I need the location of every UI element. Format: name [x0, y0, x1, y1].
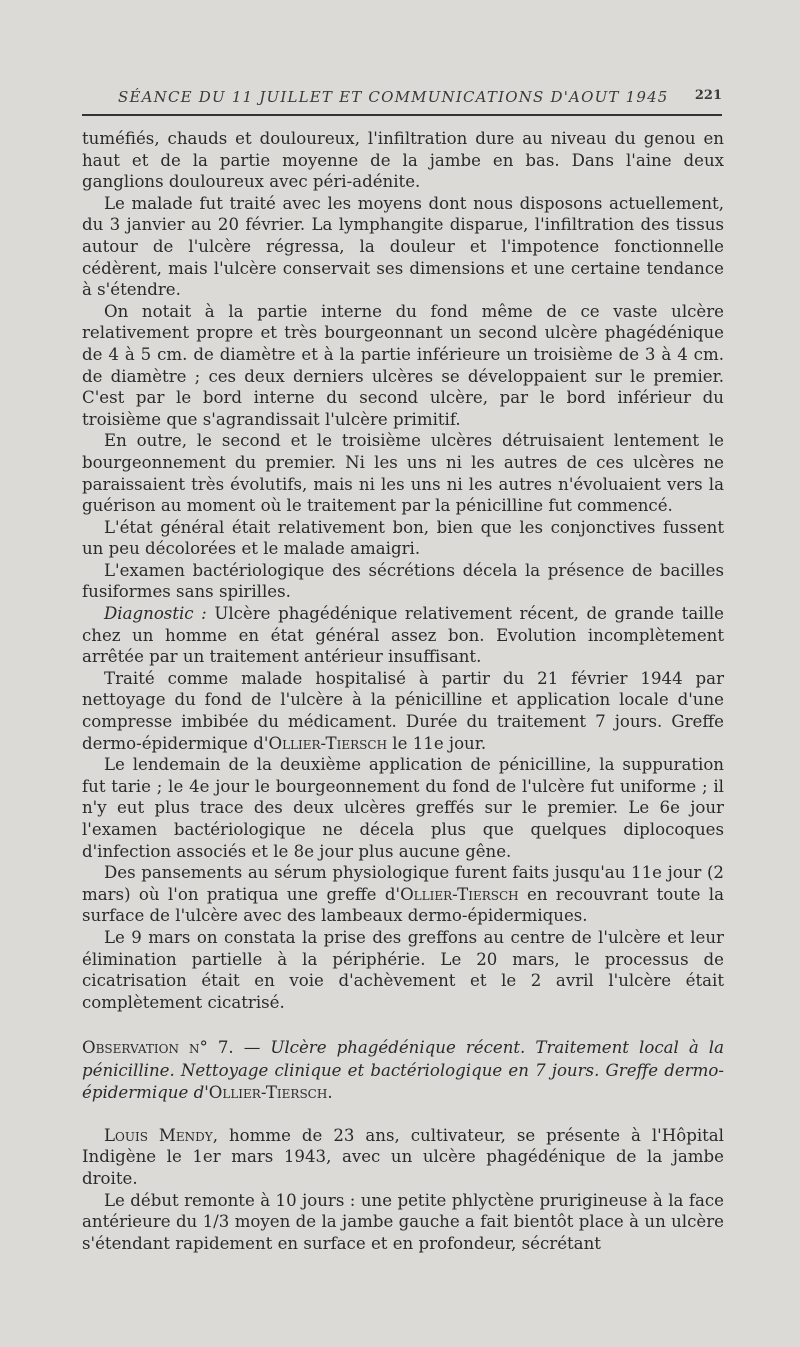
- page-header: [82, 86, 722, 116]
- diagnostic-paragraph: [82, 603, 724, 668]
- paragraph: On notait à la partie interne du fond même de ce vaste ulcère relativement propre et très bourgeonnant un second ulcère phagédénique de 4 à 5 cm. de diamètre et à la partie inférieure un troisième de 3 à 4 cm. de diamètre ; ces deux derniers ulcères se développaient sur le premier. C'est par le bord interne du second ulcère, par le bord inférieur du troisième que s'agrandissait l'ulcère primitif.: [82, 301, 724, 429]
- treatment-text: le 11e jour.: [387, 733, 487, 753]
- case-paragraph: [82, 1125, 724, 1190]
- running-title: SÉANCE DU 11 JUILLET ET COMMUNICATIONS D'AOUT 1945: [118, 88, 669, 106]
- paragraph: En outre, le second et le troisième ulcères détruisaient lentement le bourgeonnement du premier. Ni les uns ni les autres de ces ulcères ne paraissaient très évolutifs, mais ni les uns ni les autres n'évoluaient vers la guérison au moment où le traitement par la pénicilline fut commencé.: [82, 431, 724, 516]
- paragraph: Le début remonte à 10 jours : une petite phlyctène prurigineuse à la face antérieure du 1/3 moyen de la jambe gauche a fait bientôt place à un ulcère s'étendant rapidement en surface et en profondeur, sécrétant: [82, 1190, 724, 1253]
- paragraph: Le 9 mars on constata la prise des greffons au centre de l'ulcère et leur élimination partielle à la périphérie. Le 20 mars, le processus de cicatrisation était en voie d'achèvement et le 2 avril l'ulcère était complètement cicatrisé.: [82, 927, 724, 1012]
- paragraph: tuméfiés, chauds et douloureux, l'infiltration dure au niveau du genou en haut et de la partie moyenne de la jambe en bas. Dans l'aine deux ganglions douloureux avec péri-adénite.: [82, 129, 724, 192]
- treatment-paragraph: [82, 668, 724, 754]
- paragraph: L'examen bactériologique des sécrétions décela la présence de bacilles fusiformes sans spirilles.: [82, 560, 724, 602]
- paragraph: [82, 862, 724, 927]
- paragraph: Le malade fut traité avec les moyens dont nous disposons actuellement, du 3 janvier au 20 février. La lymphangite disparue, l'infiltration des tissus autour de l'ulcère régressa, la douleur et l'impotence fonctionnelle cédèrent, mais l'ulcère conservait ses dimensions et une certaine tendance à s'étendre.: [82, 193, 724, 300]
- diagnostic-label: Diagnostic :: [104, 604, 207, 624]
- paragraph: L'état général était relativement bon, bien que les conjonctives fussent un peu décolorées et le malade amaigri.: [82, 517, 724, 559]
- treatment-text: Des pansements au sérum physiologique furent faits jusqu'au 11e jour (2 mars) où l'on pratiqua une greffe d': [82, 863, 724, 904]
- case-text: , homme de 23 ans, cultivateur, se présente à l'Hôpital Indigène le 1er mars 1943, avec un ulcère phagédénique de la jambe droite.: [82, 1125, 724, 1189]
- observation-title: Ulcère phagédénique récent. Traitement local à la pénicilline. Nettoyage clinique et bactériologique en 7 jours. Greffe dermo-épidermique: [82, 1038, 724, 1103]
- body-text: [82, 128, 724, 1254]
- author-name: Ollier-Tiersch: [400, 884, 519, 904]
- treatment-text: en recouvrant toute la surface de l'ulcère avec des lambeaux dermo-épidermiques.: [82, 884, 724, 926]
- observation-title-prep: d': [193, 1083, 209, 1103]
- observation-label: Observation n° 7.: [82, 1038, 234, 1058]
- treatment-text: Traité comme malade hospitalisé à partir du 21 février 1944 par nettoyage du fond de l'ulcère à la pénicilline et application locale d'une compresse imbibée du médicament. Durée du traitement 7 jours. Greffe dermo-épidermique d': [82, 668, 724, 753]
- author-name: Ollier-Tiersch.: [208, 1083, 333, 1103]
- observation-dash: —: [233, 1038, 271, 1058]
- paragraph: Le lendemain de la deuxième application de pénicilline, la suppuration fut tarie ; le 4e jour le bourgeonnement du fond de l'ulcère fut uniforme ; il n'y eut plus trace des deux ulcères greffés sur le premier. Le 6e jour l'examen bactériologique ne décela plus que quelques diplocoques d'infection associés et le 8e jour plus aucune gêne.: [82, 755, 724, 861]
- page-number: 221: [694, 88, 722, 103]
- author-name: Ollier-Tiersch: [268, 733, 388, 753]
- observation-heading: [82, 1037, 724, 1105]
- diagnostic-text: Ulcère phagédénique relativement récent, de grande taille chez un homme en état général assez bon. Evolution incomplètement arrêtée par un traitement antérieur insuffisant.: [82, 604, 724, 667]
- patient-name: Louis Mendy: [104, 1125, 213, 1145]
